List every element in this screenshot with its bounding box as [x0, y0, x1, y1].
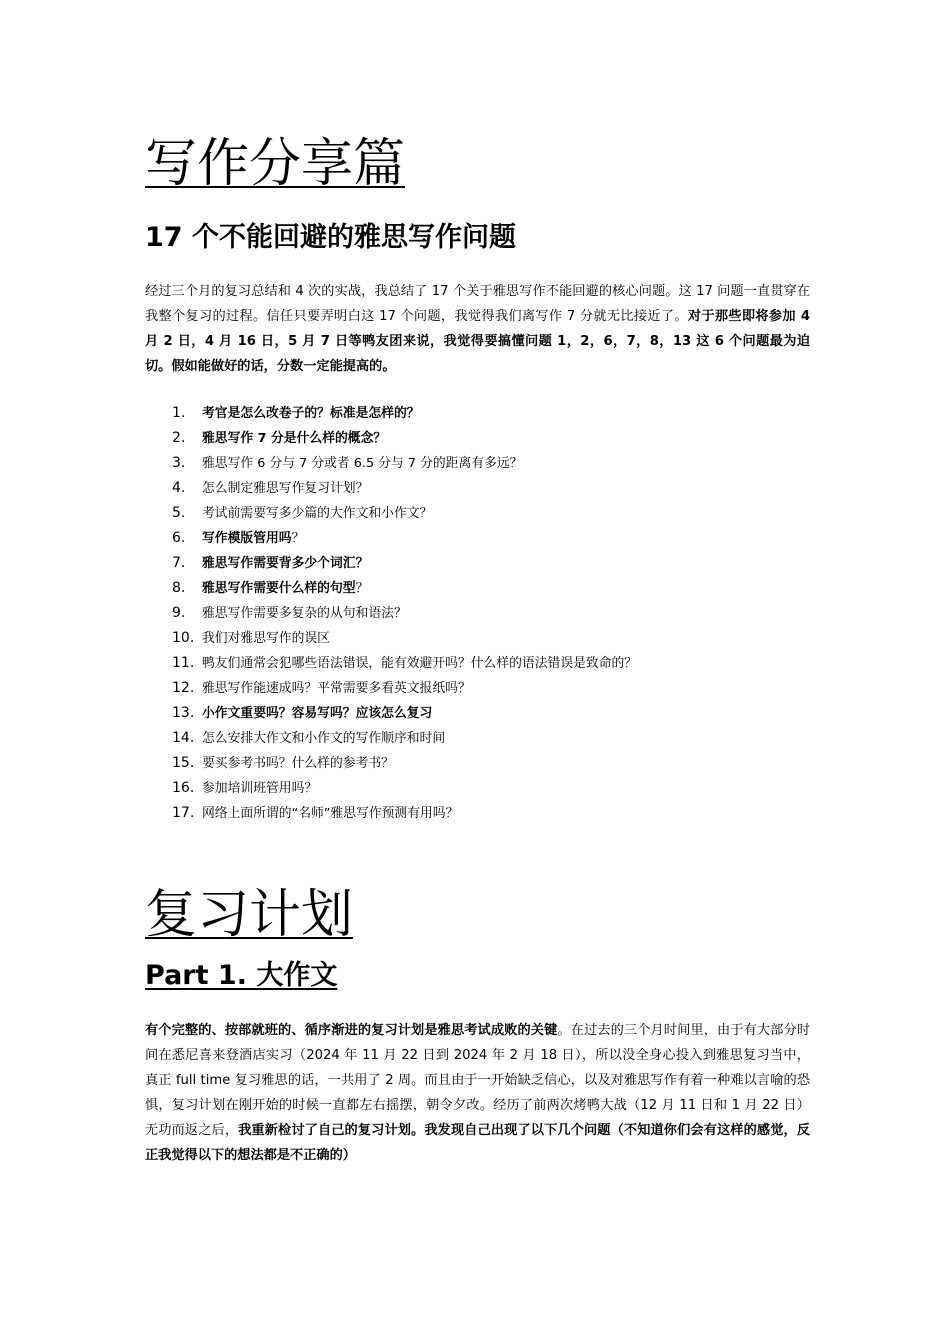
- question-item: [145, 651, 637, 676]
- question-item: [145, 551, 637, 576]
- subtitle-number: 17: [145, 222, 183, 253]
- part-title: 大作文: [246, 960, 338, 991]
- intro-paragraph: [145, 279, 810, 379]
- question-text: 要买参考书吗？什么样的参考书？: [202, 756, 394, 771]
- question-text: 考试前需要写多少篇的大作文和小作文？: [202, 506, 433, 521]
- question-number: 14.: [172, 730, 195, 746]
- question-number: 15.: [172, 755, 195, 771]
- question-text: 怎么安排大作文和小作文的写作顺序和时间: [202, 731, 446, 746]
- question-item: [145, 676, 637, 701]
- question-text: 雅思写作需要什么样的句型: [202, 581, 356, 596]
- question-item: [145, 526, 637, 551]
- question-number: 5.: [172, 505, 186, 521]
- question-number: 2.: [172, 430, 186, 446]
- part-label: Part 1.: [145, 960, 247, 991]
- part-heading: [145, 958, 337, 994]
- question-number: 1.: [172, 405, 186, 421]
- question-item: [145, 426, 637, 451]
- question-number: 17.: [172, 805, 195, 821]
- question-item: [145, 726, 637, 751]
- question-number: 11.: [172, 655, 195, 671]
- question-text: 雅思写作需要多复杂的从句和语法？: [202, 606, 407, 621]
- question-item: [145, 476, 637, 501]
- question-number: 16.: [172, 780, 195, 796]
- question-number: 12.: [172, 680, 195, 696]
- question-item: [145, 601, 637, 626]
- review-plan-paragraph: [145, 1018, 810, 1168]
- question-text: 雅思写作 7 分是什么样的概念？: [202, 431, 387, 446]
- question-item: [145, 751, 637, 776]
- subtitle-17-questions: [145, 220, 516, 256]
- question-number: 10.: [172, 630, 195, 646]
- question-tail: ？: [291, 531, 305, 546]
- question-text: 雅思写作 6 分与 7 分或者 6.5 分与 7 分的距离有多远？: [202, 456, 523, 471]
- question-number: 13.: [172, 705, 195, 721]
- questions-list: [145, 401, 637, 826]
- review-normal-text: 。在过去的三个月时间里，由于有大部分时间在悉尼喜来登酒店实习（2024 年 11 月 22 日到 2024 年 2 月 18 日），所以没全身心投入到雅思复习当中，真正 full time 复习雅思的话，一共用了 2 周。而且由于一开始缺乏信心，以及对雅思写作有着一种难以言喻的恐惧，复习计划在刚开始的时候一直都左右摇摆，朝令夕改。经历了前两次烤鸭大战（12 月 11 日和 1 月 22 日）无功而返之后，: [145, 1023, 811, 1138]
- question-item: [145, 501, 637, 526]
- question-item: [145, 451, 637, 476]
- question-text: 鸭友们通常会犯哪些语法错误，能有效避开吗？什么样的语法错误是致命的？: [202, 656, 638, 671]
- question-number: 6.: [172, 530, 186, 546]
- question-item: [145, 801, 637, 826]
- question-number: 9.: [172, 605, 186, 621]
- question-number: 7.: [172, 555, 186, 571]
- question-text: 写作模版管用吗: [202, 531, 292, 546]
- question-text: 我们对雅思写作的误区: [202, 631, 330, 646]
- question-number: 3.: [172, 455, 186, 471]
- section-title-review-plan: 复习计划: [145, 885, 354, 945]
- question-text: 参加培训班管用吗？: [202, 781, 318, 796]
- question-text: 怎么制定雅思写作复习计划？: [202, 481, 369, 496]
- review-bold-end: 我重新检讨了自己的复习计划。我发现自己出现了以下几个问题（不知道你们会有这样的感觉，反正我觉得以下的想法都是不正确的）: [145, 1123, 811, 1163]
- question-item: [145, 701, 637, 726]
- question-text: 雅思写作需要背多少个词汇？: [202, 556, 369, 571]
- question-text: 雅思写作能速成吗？平常需要多看英文报纸吗？: [202, 681, 471, 696]
- section-title-writing-share: 写作分享篇: [145, 134, 406, 194]
- question-text: 考官是怎么改卷子的？标准是怎样的？: [202, 406, 420, 421]
- intro-bold-text: 对于那些即将参加 4 月 2 日，4 月 16 日，5 月 7 日等鸭友团来说，我觉得要搞懂问题 1，2，6，7，8，13 这 6 个问题最为迫切。假如能做好的话，分数一定能提高的。: [145, 309, 810, 374]
- review-bold-start: 有个完整的、按部就班的、循序渐进的复习计划是雅思考试成败的关键: [145, 1023, 558, 1038]
- question-text: 小作文重要吗？容易写吗？应该怎么复习: [202, 706, 433, 721]
- intro-normal-text: 经过三个月的复习总结和 4 次的实战，我总结了 17 个关于雅思写作不能回避的核心问题。这 17 问题一直贯穿在我整个复习的过程。信任只要弄明白这 17 个问题，我觉得我们离写作 7 分就无比接近了。: [145, 284, 810, 324]
- question-tail: ？: [355, 581, 369, 596]
- question-item: [145, 401, 637, 426]
- question-number: 8.: [172, 580, 186, 596]
- question-item: [145, 626, 637, 651]
- question-text: 网络上面所谓的“名师”雅思写作预测有用吗？: [202, 806, 459, 821]
- subtitle-text: 个不能回避的雅思写作问题: [182, 222, 516, 253]
- question-item: [145, 576, 637, 601]
- question-item: [145, 776, 637, 801]
- question-number: 4.: [172, 480, 186, 496]
